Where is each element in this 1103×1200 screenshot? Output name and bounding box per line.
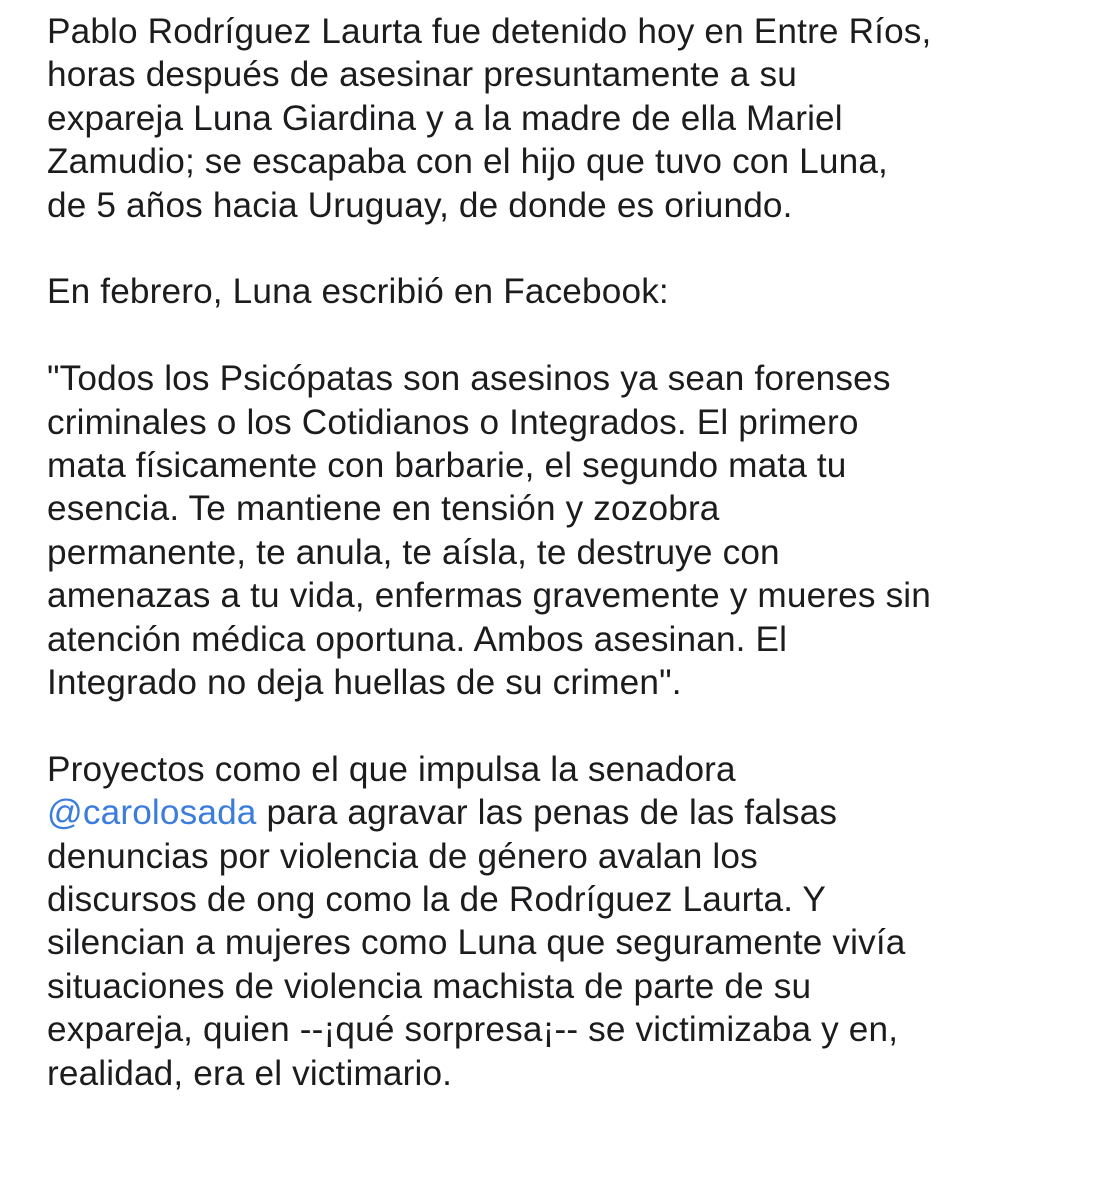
paragraph-quote: "Todos los Psicópatas son asesinos ya sean forenses criminales o los Cotidianos o Integrados. El primero mata físicamente con barbarie, el segundo mata tu esencia. Te mantiene en tensión y zozobra permanente, te anula, te aísla, te destruye con amenazas a tu vida, enfermas gravemente y mueres sin atención médica oportuna. Ambos asesinan. El Integrado no deja huellas de su crimen". [47, 359, 931, 703]
post-body [47, 10, 1087, 1095]
paragraph-arrest: Pablo Rodríguez Laurta fue detenido hoy en Entre Ríos, horas después de asesinar presuntamente a su expareja Luna Giardina y a la madre de ella Mariel Zamudio; se escapaba con el hijo que tuvo con Luna, de 5 años hacia Uruguay, de donde es oriundo. [47, 12, 932, 225]
commentary-text-end: para agravar las penas de las falsas denuncias por violencia de género avalan los discursos de ong como la de Rodríguez Laurta. Y silencian a mujeres como Luna que seguramente vivía situaciones de violencia machista de parte de su expareja, quien --¡qué sorpresa¡-- se victimizaba y en, realidad, era el victimario. [47, 793, 906, 1093]
paragraph-commentary [47, 748, 1087, 1095]
mention-link-carolosada[interactable]: @carolosada [47, 793, 257, 833]
paragraph-facebook-intro: En febrero, Luna escribió en Facebook: [47, 272, 669, 312]
commentary-text-start: Proyectos como el que impulsa la senadora [47, 749, 736, 789]
